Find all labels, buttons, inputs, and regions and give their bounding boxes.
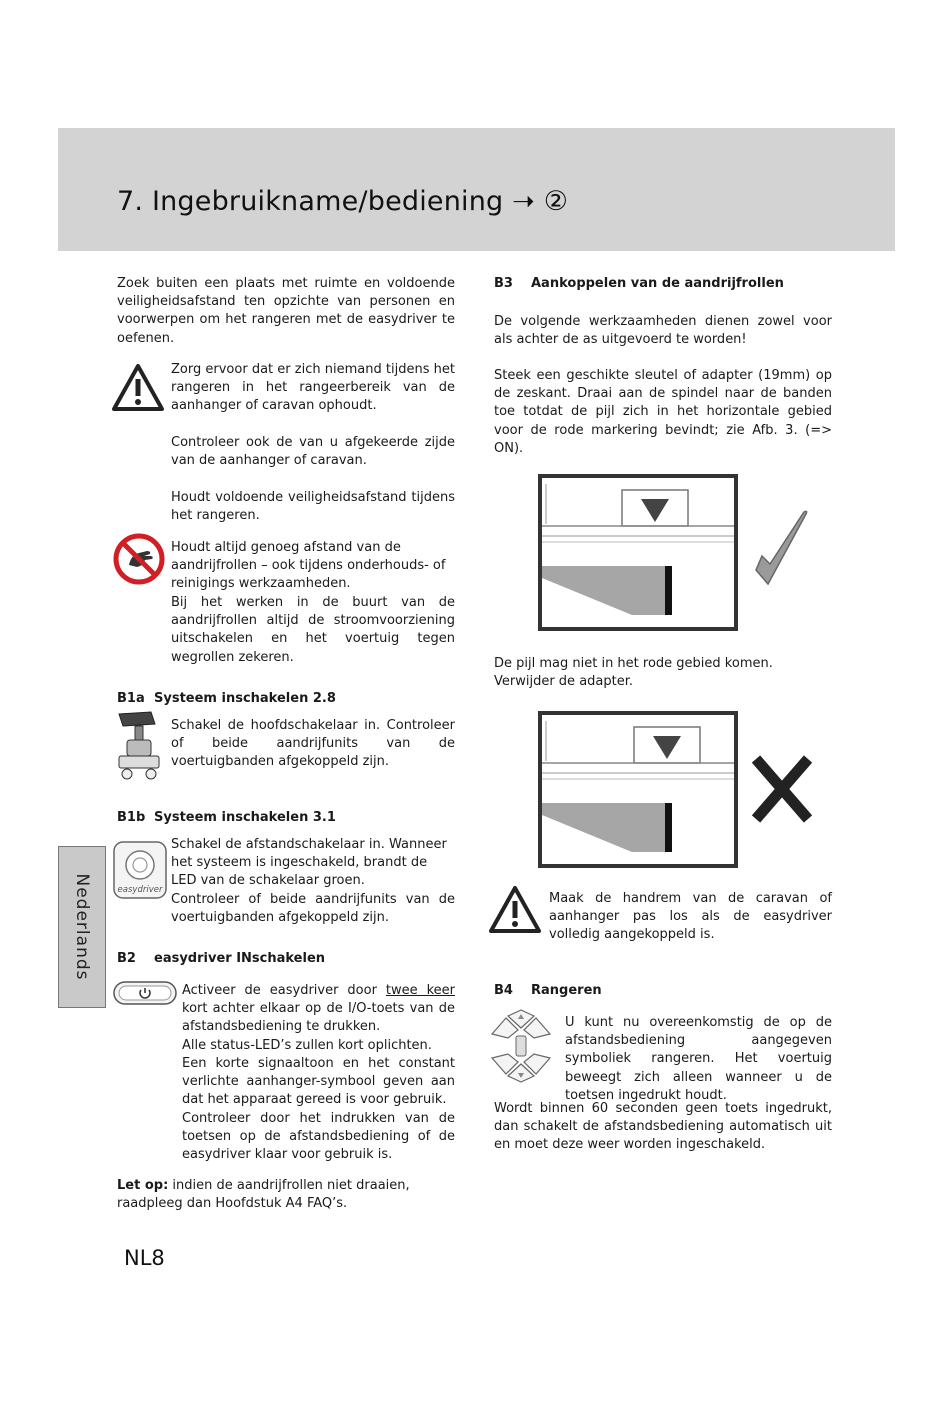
b2-text-3: Een korte signaaltoon en het constant verlichte aanhanger-symbool geven aan dat het apparaat gereed is voor gebruik.	[182, 1056, 455, 1108]
easydriver-logo: easydriver	[117, 885, 163, 895]
intro-text: Zoek buiten een plaats met ruimte en voldoende veiligheidsafstand ten opzichte van personen en voorwerpen om het rangeren met de easydriver te oefenen.	[117, 276, 455, 346]
section-code: B2	[117, 951, 136, 966]
language-tab	[58, 846, 106, 1008]
section-heading-b4	[494, 982, 602, 1000]
warning-text-2: Controleer ook de van u afgekeerde zijde van de aanhanger of caravan.	[171, 435, 455, 469]
section-code: B1b	[117, 810, 146, 825]
remote-control-keypad-icon	[488, 1008, 554, 1084]
note-label: Let op:	[117, 1178, 169, 1193]
b3-text-1: De volgende werkzaamheden dienen zowel voor als achter de as uitgevoerd te worden!	[494, 314, 832, 348]
b1b-text-2: Controleer of beide aandrijfunits van de voertuigbanden afgekoppeld zijn.	[171, 892, 455, 926]
b3-text-3: De pijl mag niet in het rode gebied komen. Verwijder de adapter.	[494, 656, 773, 690]
language-tab-label: Nederlands	[72, 873, 92, 981]
spindle-correct-figure	[538, 474, 818, 632]
page-title: 7. Ingebruikname/bediening ➝ ②	[117, 186, 569, 217]
section-title: Systeem inschakelen 3.1	[154, 810, 336, 825]
section-title: Systeem inschakelen 2.8	[154, 691, 336, 706]
section-title: easydriver INschakelen	[154, 951, 326, 966]
cross-icon	[756, 759, 808, 819]
remote-switch-icon	[113, 841, 167, 899]
main-switch-icon	[113, 710, 165, 782]
section-heading-b2	[117, 950, 325, 968]
section-heading-b3	[494, 275, 784, 293]
section-heading-b1b	[117, 809, 336, 827]
b2-text-1-underlined: twee keer	[385, 983, 455, 998]
warning-icon	[111, 363, 165, 413]
b2-text-4: Controleer door het indrukken van de toetsen op de afstandsbediening of de easydriver klaar voor gebruik is.	[182, 1111, 455, 1163]
power-button-icon	[113, 981, 177, 1005]
b3-text-2: Steek een geschikte sleutel of adapter (19mm) op de zeskant. Draai aan de spindel naar de banden toe totdat de pijl zich in het horizontale gebied voor de rode markering bevindt; zie Afb. 3. (=> ON).	[494, 368, 832, 456]
section-code: B1a	[117, 691, 145, 706]
prohibition-text-1: Houdt altijd genoeg afstand van de aandrijfrollen – ook tijdens onderhouds- of reinigings werkzaamheden.	[171, 540, 446, 592]
section-code: B4	[494, 983, 513, 998]
b2-text-1	[182, 982, 455, 1037]
section-title: Rangeren	[531, 983, 602, 998]
prohibition-text-2: Bij het werken in de buurt van de aandrijfrollen altijd de stroomvoorziening uitschakelen en het voertuig tegen wegrollen zekeren.	[171, 595, 455, 665]
b4-text-1: U kunt nu overeenkomstig de op de afstandsbediening aangegeven symboliek rangeren. Het voertuig beweegt zich alleen wanneer u de toetsen ingedrukt houdt.	[565, 1015, 832, 1103]
section-title: Aankoppelen van de aandrijfrollen	[531, 276, 784, 291]
page-number: NL8	[124, 1246, 165, 1270]
warning-icon	[488, 885, 542, 935]
handbrake-warning-text: Maak de handrem van de caravan of aanhanger pas los als de easydriver volledig aangekoppeld is.	[549, 891, 832, 943]
no-touch-prohibition-icon	[113, 533, 165, 585]
b2-text-1-pre: Activeer de easydriver door	[182, 983, 386, 998]
spindle-wrong-figure	[538, 711, 818, 869]
checkmark-icon	[756, 511, 807, 584]
note	[117, 1177, 455, 1213]
b1a-text: Schakel de hoofdschakelaar in. Controleer of beide aandrijfunits van de voertuigbanden afgekoppeld zijn.	[171, 718, 455, 770]
warning-text-3: Houdt voldoende veiligheidsafstand tijdens het rangeren.	[171, 490, 455, 524]
b2-text-1-post: kort achter elkaar op de I/O-toets van de afstandsbediening te drukken.	[182, 1001, 455, 1035]
b1b-text-1: Schakel de afstandschakelaar in. Wanneer het systeem is ingeschakeld, brandt de LED van de schakelaar groen.	[171, 837, 447, 889]
b2-text-2: Alle status-LED’s zullen kort oplichten.	[182, 1038, 432, 1053]
b4-text-2: Wordt binnen 60 seconden geen toets ingedrukt, dan schakelt de afstandsbediening automatisch uit en moet deze weer worden ingeschakeld.	[494, 1101, 832, 1153]
note-text: indien de aandrijfrollen niet draaien, raadpleeg dan Hoofdstuk A4 FAQ’s.	[117, 1178, 410, 1212]
section-code: B3	[494, 276, 513, 291]
warning-text-1: Zorg ervoor dat er zich niemand tijdens het rangeren in het rangeerbereik van de aanhanger of caravan ophoudt.	[171, 362, 455, 414]
section-heading-b1a	[117, 690, 336, 708]
